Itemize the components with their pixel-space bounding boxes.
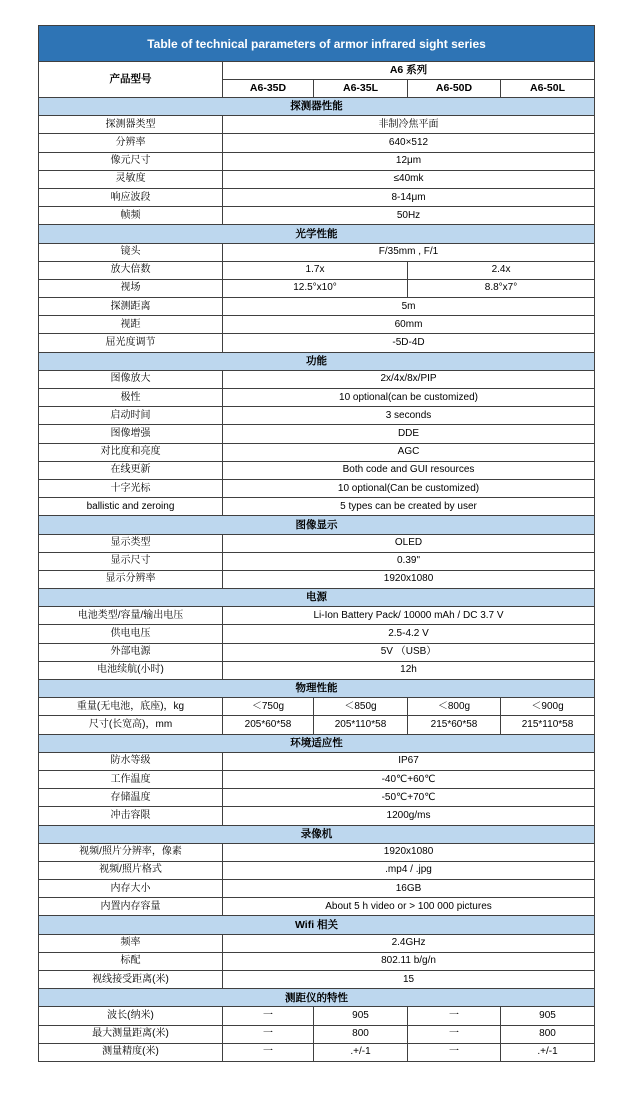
series-header-row <box>39 62 595 80</box>
spec-row <box>39 698 595 716</box>
title-row <box>39 26 595 62</box>
spec-label: 启动时间 <box>39 407 223 425</box>
spec-value: 205*110*58 <box>314 716 408 734</box>
spec-value: 5m <box>223 298 595 316</box>
section-header-row <box>39 989 595 1007</box>
spec-label: 显示分辨率 <box>39 570 223 588</box>
spec-row <box>39 898 595 916</box>
spec-label: 探测距离 <box>39 298 223 316</box>
model-a6-50d: A6-50D <box>408 80 501 98</box>
spec-value: 12h <box>223 661 595 679</box>
spec-value: 60mm <box>223 316 595 334</box>
spec-value: 8-14μm <box>223 188 595 206</box>
spec-label: 视线接受距离(米) <box>39 971 223 989</box>
section-title: 测距仪的特性 <box>39 989 595 1007</box>
spec-row <box>39 389 595 407</box>
spec-value: .mp4 / .jpg <box>223 861 595 879</box>
spec-row <box>39 461 595 479</box>
spec-row <box>39 1007 595 1025</box>
spec-value: AGC <box>223 443 595 461</box>
model-a6-50l: A6-50L <box>501 80 595 98</box>
spec-table-body <box>39 26 595 1062</box>
spec-label: 像元尺寸 <box>39 152 223 170</box>
spec-value: 一 <box>408 1007 501 1025</box>
spec-row <box>39 643 595 661</box>
spec-label: 图像增强 <box>39 425 223 443</box>
spec-row <box>39 534 595 552</box>
spec-value: 10 optional(Can be customized) <box>223 479 595 497</box>
spec-value: 1920x1080 <box>223 570 595 588</box>
spec-value: 2.4x <box>408 261 595 279</box>
spec-value: .+/-1 <box>501 1043 595 1061</box>
spec-value: 2.4GHz <box>223 934 595 952</box>
spec-row <box>39 498 595 516</box>
spec-value: -40℃+60℃ <box>223 770 595 788</box>
spec-value: 一 <box>223 1025 314 1043</box>
spec-row <box>39 625 595 643</box>
spec-value: 0.39" <box>223 552 595 570</box>
spec-value: DDE <box>223 425 595 443</box>
spec-label: 分辨率 <box>39 134 223 152</box>
spec-label: 频率 <box>39 934 223 952</box>
spec-value: 800 <box>501 1025 595 1043</box>
model-a6-35l: A6-35L <box>314 80 408 98</box>
spec-value: ＜850g <box>314 698 408 716</box>
table-title: Table of technical parameters of armor infrared sight series <box>39 26 595 62</box>
section-header-row <box>39 589 595 607</box>
spec-label: 视频/照片格式 <box>39 861 223 879</box>
spec-row <box>39 752 595 770</box>
spec-label: 图像放大 <box>39 370 223 388</box>
spec-value: 一 <box>223 1043 314 1061</box>
spec-row <box>39 789 595 807</box>
spec-value: 一 <box>408 1025 501 1043</box>
section-header-row <box>39 98 595 116</box>
spec-label: 测量精度(米) <box>39 1043 223 1061</box>
spec-value: 1200g/ms <box>223 807 595 825</box>
section-title: Wifi 相关 <box>39 916 595 934</box>
spec-row <box>39 298 595 316</box>
spec-row <box>39 279 595 297</box>
spec-row <box>39 243 595 261</box>
section-title: 电源 <box>39 589 595 607</box>
spec-label: 外部电源 <box>39 643 223 661</box>
spec-value: 802.11 b/g/n <box>223 952 595 970</box>
section-header-row <box>39 225 595 243</box>
spec-row <box>39 425 595 443</box>
spec-row <box>39 207 595 225</box>
spec-value: ＜900g <box>501 698 595 716</box>
spec-label: 显示尺寸 <box>39 552 223 570</box>
spec-label: 视场 <box>39 279 223 297</box>
spec-value: OLED <box>223 534 595 552</box>
spec-row <box>39 861 595 879</box>
spec-value: 10 optional(can be customized) <box>223 389 595 407</box>
spec-row <box>39 134 595 152</box>
section-header-row <box>39 680 595 698</box>
spec-value: 5V （USB） <box>223 643 595 661</box>
spec-row <box>39 843 595 861</box>
spec-label: 内存大小 <box>39 880 223 898</box>
spec-row <box>39 880 595 898</box>
spec-row <box>39 807 595 825</box>
spec-value: 12.5°x10° <box>223 279 408 297</box>
spec-value: .+/-1 <box>314 1043 408 1061</box>
spec-label: 重量(无电池，底座)，kg <box>39 698 223 716</box>
spec-label: 内置内存容量 <box>39 898 223 916</box>
spec-row <box>39 716 595 734</box>
spec-value: 8.8°x7° <box>408 279 595 297</box>
spec-label: 冲击容限 <box>39 807 223 825</box>
spec-value: 905 <box>314 1007 408 1025</box>
spec-row <box>39 370 595 388</box>
spec-value: 905 <box>501 1007 595 1025</box>
spec-label: 对比度和亮度 <box>39 443 223 461</box>
section-title: 功能 <box>39 352 595 370</box>
spec-value: ＜800g <box>408 698 501 716</box>
spec-value: 800 <box>314 1025 408 1043</box>
spec-value: 一 <box>408 1043 501 1061</box>
spec-label: 灵敏度 <box>39 170 223 188</box>
spec-value: 50Hz <box>223 207 595 225</box>
spec-value: 5 types can be created by user <box>223 498 595 516</box>
spec-row <box>39 443 595 461</box>
spec-row <box>39 316 595 334</box>
spec-value: 15 <box>223 971 595 989</box>
spec-label: 极性 <box>39 389 223 407</box>
spec-label: 在线更新 <box>39 461 223 479</box>
spec-row <box>39 1043 595 1061</box>
spec-label: 探测器类型 <box>39 116 223 134</box>
spec-row <box>39 1025 595 1043</box>
section-title: 光学性能 <box>39 225 595 243</box>
spec-value: IP67 <box>223 752 595 770</box>
spec-label: 防水等级 <box>39 752 223 770</box>
spec-value: 2x/4x/8x/PIP <box>223 370 595 388</box>
spec-value: 215*60*58 <box>408 716 501 734</box>
spec-row <box>39 570 595 588</box>
spec-value: 215*110*58 <box>501 716 595 734</box>
model-a6-35d: A6-35D <box>223 80 314 98</box>
spec-value: 12μm <box>223 152 595 170</box>
spec-value: 16GB <box>223 880 595 898</box>
spec-value: 640×512 <box>223 134 595 152</box>
spec-row <box>39 971 595 989</box>
spec-label: 存储温度 <box>39 789 223 807</box>
spec-row <box>39 116 595 134</box>
spec-value: -50℃+70℃ <box>223 789 595 807</box>
spec-row <box>39 479 595 497</box>
spec-row <box>39 934 595 952</box>
spec-label: 十字光标 <box>39 479 223 497</box>
section-header-row <box>39 734 595 752</box>
section-title: 录像机 <box>39 825 595 843</box>
spec-label: 电池类型/容量/输出电压 <box>39 607 223 625</box>
spec-table <box>38 25 595 1062</box>
spec-row <box>39 770 595 788</box>
spec-label: 工作温度 <box>39 770 223 788</box>
section-header-row <box>39 516 595 534</box>
spec-label: 显示类型 <box>39 534 223 552</box>
model-label: 产品型号 <box>39 62 223 98</box>
spec-value: 非制冷焦平面 <box>223 116 595 134</box>
spec-value: Li-Ion Battery Pack/ 10000 mAh / DC 3.7 V <box>223 607 595 625</box>
spec-value: 2.5-4.2 V <box>223 625 595 643</box>
spec-row <box>39 661 595 679</box>
series-label: A6 系列 <box>223 62 595 80</box>
spec-value: 1920x1080 <box>223 843 595 861</box>
section-header-row <box>39 916 595 934</box>
spec-label: 电池续航(小时) <box>39 661 223 679</box>
section-header-row <box>39 352 595 370</box>
spec-value: ＜750g <box>223 698 314 716</box>
spec-label: 最大测量距离(米) <box>39 1025 223 1043</box>
spec-label: 视距 <box>39 316 223 334</box>
spec-label: ballistic and zeroing <box>39 498 223 516</box>
spec-row <box>39 152 595 170</box>
spec-label: 镜头 <box>39 243 223 261</box>
spec-label: 波长(纳米) <box>39 1007 223 1025</box>
spec-value: Both code and GUI resources <box>223 461 595 479</box>
spec-label: 尺寸(长宽高)，mm <box>39 716 223 734</box>
section-header-row <box>39 825 595 843</box>
spec-label: 帧频 <box>39 207 223 225</box>
spec-label: 视频/照片分辨率，像素 <box>39 843 223 861</box>
spec-value: 3 seconds <box>223 407 595 425</box>
spec-row <box>39 170 595 188</box>
section-title: 环境适应性 <box>39 734 595 752</box>
spec-value: F/35mm , F/1 <box>223 243 595 261</box>
spec-value: 1.7x <box>223 261 408 279</box>
spec-row <box>39 188 595 206</box>
spec-value: 一 <box>223 1007 314 1025</box>
section-title: 探测器性能 <box>39 98 595 116</box>
section-title: 图像显示 <box>39 516 595 534</box>
spec-label: 放大倍数 <box>39 261 223 279</box>
spec-label: 供电电压 <box>39 625 223 643</box>
spec-row <box>39 552 595 570</box>
spec-value: About 5 h video or > 100 000 pictures <box>223 898 595 916</box>
spec-row <box>39 952 595 970</box>
section-title: 物理性能 <box>39 680 595 698</box>
spec-row <box>39 334 595 352</box>
spec-value: 205*60*58 <box>223 716 314 734</box>
spec-label: 标配 <box>39 952 223 970</box>
spec-value: ≤40mk <box>223 170 595 188</box>
spec-label: 屈光度调节 <box>39 334 223 352</box>
spec-row <box>39 261 595 279</box>
spec-value: -5D-4D <box>223 334 595 352</box>
spec-row <box>39 407 595 425</box>
spec-row <box>39 607 595 625</box>
spec-label: 响应波段 <box>39 188 223 206</box>
